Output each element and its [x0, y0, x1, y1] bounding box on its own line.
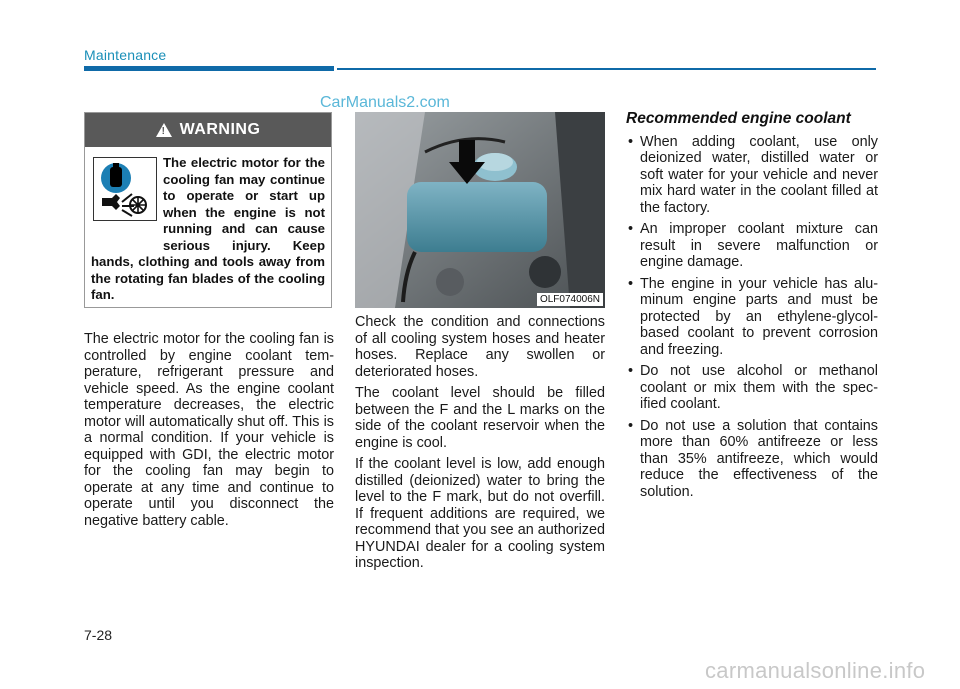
figure-label: OLF074006N — [537, 293, 603, 306]
watermark-top[interactable]: CarManuals2.com — [320, 94, 450, 111]
paragraph: If the coolant level is low, add enough distilled (deionized) water to bring the level to the F mark, but do not overfill. If frequent additions are required, we recommend that you see an authorized HYUNDAI dealer for a cooling system inspection. — [355, 456, 605, 571]
warning-body: The electric motor for the cooling fan may continue to operate or start up when the engine is not running and can cause serious injury. Keep hands, clothing and tools away from the rotating fan blades of the cooling fan. — [91, 155, 325, 302]
page-number: 7-28 — [84, 627, 113, 643]
list-item: • When adding coolant, use only deionized water, distilled water or soft water for your vehicle and never mix hard water in the coolant filled at the factory. — [626, 134, 878, 217]
list-item: • Do not use a solution that contains more than 60% antifreeze or less than 35% antifreeze, which would reduce the effectiveness of the solution. — [626, 418, 878, 501]
warning-box — [84, 112, 332, 308]
paragraph: Check the condition and connections of all cooling system hoses and heater hoses. Replace any swollen or deteriorated hoses. — [355, 314, 605, 380]
section-title: Maintenance — [84, 47, 167, 63]
column-2 — [355, 314, 605, 577]
coolant-reservoir-photo — [355, 112, 605, 308]
list-item: • Do not use alcohol or methanol coolant or mix them with the spec-ified coolant. — [626, 363, 878, 413]
column-1 — [84, 331, 334, 534]
warning-triangle-icon: ! — [156, 123, 172, 137]
bullet-list — [626, 134, 878, 501]
column-3 — [626, 111, 878, 505]
warning-title: WARNING — [179, 121, 261, 138]
warning-header — [85, 113, 331, 147]
header-rule-thick — [84, 66, 334, 71]
warning-text — [91, 155, 325, 304]
watermark-bottom[interactable]: carmanualsonline.info — [705, 658, 926, 683]
header-rule-thin — [337, 68, 876, 70]
list-item: • An improper coolant mixture can result in severe malfunction or engine damage. — [626, 221, 878, 271]
paragraph: The coolant level should be filled between the F and the L marks on the side of the coolant reservoir when the engine is cool. — [355, 385, 605, 451]
paragraph: The electric motor for the cooling fan is controlled by engine coolant tem-perature, refrigerant pressure and vehicle speed. As the engine coolant temperature decreases, the electric motor will automatically shut off. This is a normal condition. If your vehicle is equipped with GDI, the electric motor for the cooling fan may begin to operate at any time and continue to operate until you disconnect the negative battery cable. — [84, 331, 334, 529]
subsection-heading: Recommended engine coolant — [626, 110, 851, 127]
list-item: • The engine in your vehicle has alu-minum engine parts and must be protected by an ethylene-glycol-based coolant to prevent corrosion and freezing. — [626, 276, 878, 359]
